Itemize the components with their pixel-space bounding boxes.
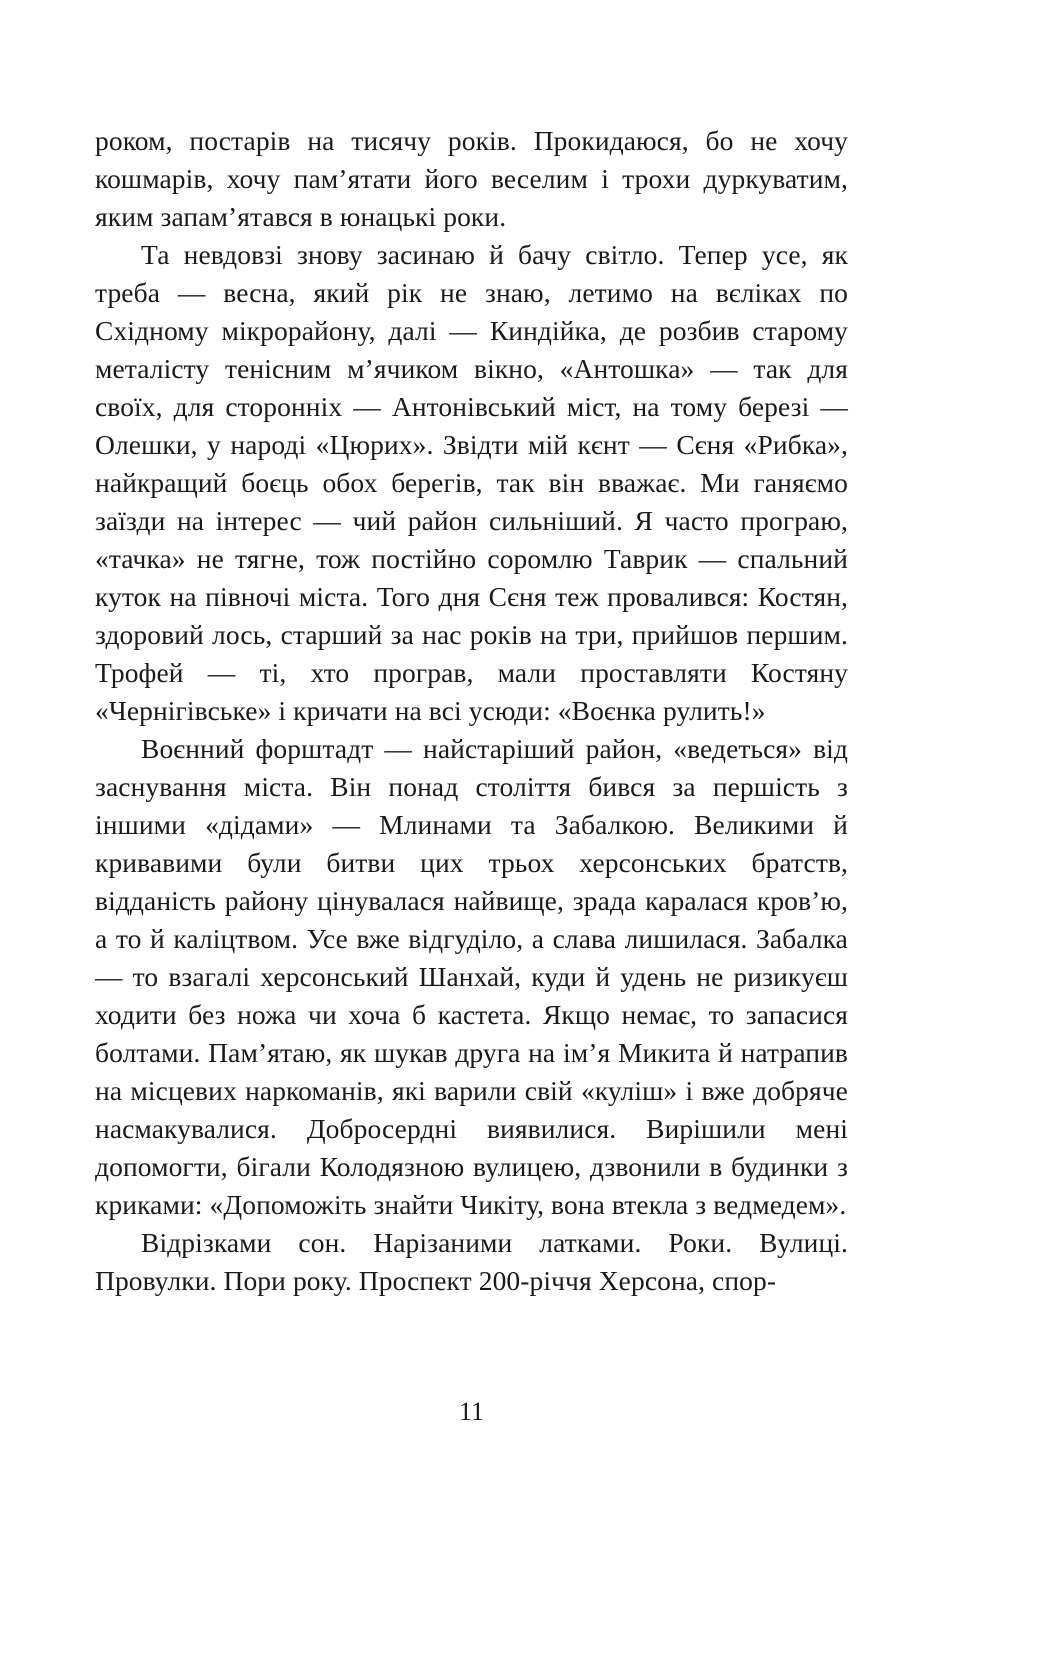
page-text <box>95 122 848 1300</box>
paragraph-2: Та невдовзі знову засинаю й бачу світло. Тепер усе, як треба — весна, який рік не знаю, летимо на вєліках по Східному мікрорайону, далі — Киндійка, де розбив старому металісту тенісним м’ячиком вікно, «Антошка» — так для своїх, для сторонніх — Антонівський міст, на тому березі — Олешки, у народі «Цюрих». Звідти мій кєнт — Сєня «Рибка», найкращий боєць обох берегів, так він вважає. Ми ганяємо заїзди на інтерес — чий район сильніший. Я часто програю, «тачка» не тягне, тож постійно соромлю Таврик — спальний куток на півночі міста. Того дня Сєня теж провалився: Костян, здоровий лось, старший за нас років на три, прийшов першим. Трофей — ті, хто програв, мали проставляти Костяну «Чернігівське» і кричати на всі усюди: «Воєнка рулить!» <box>95 239 848 726</box>
page-number: 11 <box>458 1397 485 1426</box>
paragraph-3: Воєнний форштадт — найстаріший район, «ведеться» від заснування міста. Він понад століття бився за першість з іншими «дідами» — Млинами та Забалкою. Великими й кривавими були битви цих трьох херсонських братств, відданість району цінувалася найвище, зрада каралася кров’ю, а то й каліцтвом. Усе вже відгуділо, а слава лишилася. Забалка — то взагалі херсонський Шанхай, куди й удень не ризикуєш ходити без ножа чи хоча б кастета. Якщо немає, то запасися болтами. Пам’ятаю, як шукав друга на ім’я Микита й натрапив на місцевих наркоманів, які варили свій «куліш» і вже добряче насмакувалися. Добросердні виявилися. Вирішили мені допомогти, бігали Колодязною вулицею, дзвонили в будинки з криками: «Допоможіть знайти Чикіту, вона втекла з ведмедем». <box>95 733 848 1220</box>
paragraph-4: Відрізками сон. Нарізаними латками. Роки. Вулиці. Провулки. Пори року. Проспект 200-річчя Херсона, спор- <box>95 1227 848 1296</box>
paragraph-1: роком, постарів на тисячу років. Прокидаюся, бо не хочу кошмарів, хочу пам’ятати його веселим і трохи дуркуватим, яким запам’ятався в юнацькі роки. <box>95 125 848 232</box>
